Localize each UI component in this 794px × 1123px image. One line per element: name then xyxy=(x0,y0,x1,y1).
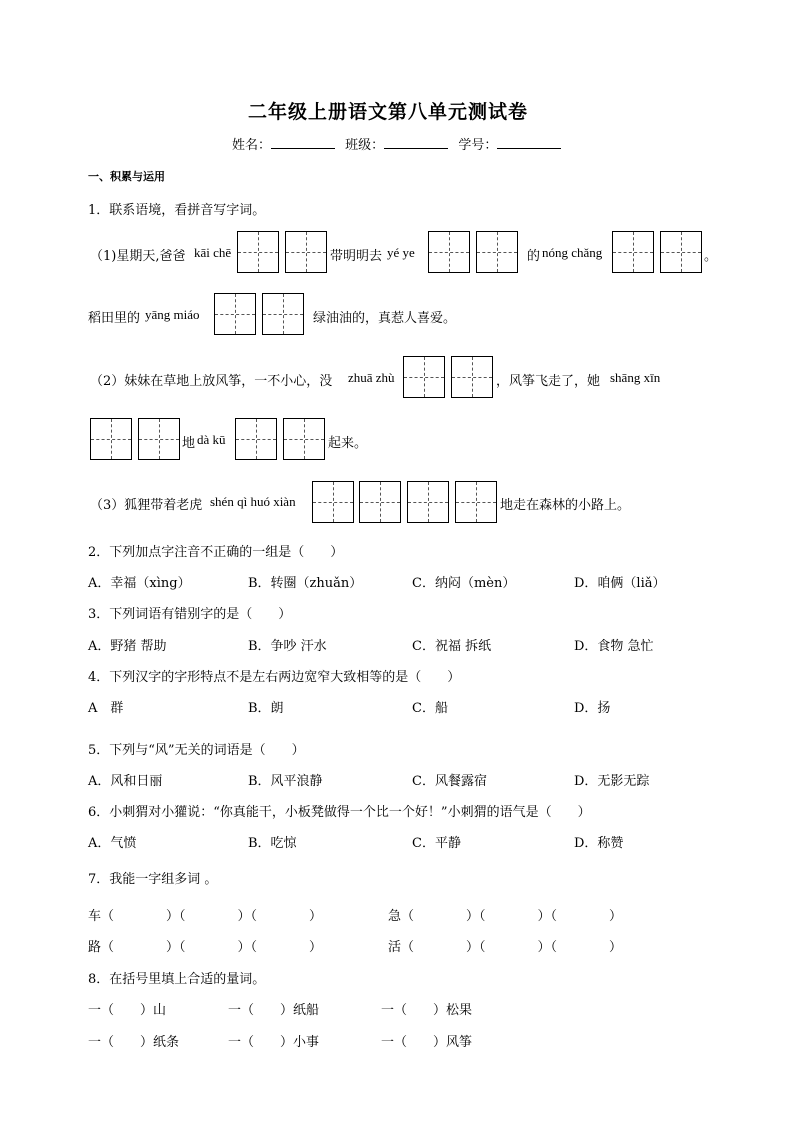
q1-s3-text-a: （3）狐狸带着老虎 xyxy=(90,498,203,513)
writing-grid-cell[interactable] xyxy=(476,231,518,273)
q3-option-a[interactable]: A．野猪 帮助 xyxy=(88,639,167,654)
q8-item[interactable]: 一（ ）山 xyxy=(88,1003,167,1018)
student-id-label: 学号： xyxy=(458,138,498,153)
writing-grid-cell[interactable] xyxy=(612,231,654,273)
q7-row-2-right[interactable]: 活（ ）（ ）（ ） xyxy=(388,940,623,955)
q1-s2-text-a: （2）妹妹在草地上放风筝，一不小心，没 xyxy=(90,374,333,389)
question-5-stem: 5．下列与“风”无关的词语是（ ） xyxy=(88,743,305,758)
question-6-stem: 6．小刺猬对小獾说：“你真能干，小板凳做得一个比一个好！”小刺猬的语气是（ ） xyxy=(88,805,591,820)
writing-grid-cell[interactable] xyxy=(283,418,325,460)
q4-option-a[interactable]: A 群 xyxy=(88,701,124,716)
writing-grid-cell[interactable] xyxy=(403,356,445,398)
q4-option-d[interactable]: D．扬 xyxy=(574,701,611,716)
question-3-stem: 3．下列词语有错别字的是（ ） xyxy=(88,607,292,622)
question-2-stem: 2．下列加点字注音不正确的一组是（ ） xyxy=(88,545,344,560)
q1-s2-pinyin-2: shāng xīn xyxy=(610,370,661,385)
q1-s3-text-b: 地走在森林的小路上。 xyxy=(500,498,631,513)
q7-row-1-right[interactable]: 急（ ）（ ）（ ） xyxy=(388,909,623,924)
q1-s1-pinyin-2: yé ye xyxy=(387,245,415,260)
writing-grid-cell[interactable] xyxy=(428,231,470,273)
page-title: 二年级上册语文第八单元测试卷 xyxy=(248,101,529,123)
writing-grid-cell[interactable] xyxy=(451,356,493,398)
q6-option-d[interactable]: D．称赞 xyxy=(574,836,624,851)
question-7-stem: 7．我能一字组多词 。 xyxy=(88,872,218,887)
q8-item[interactable]: 一（ ）风筝 xyxy=(381,1035,473,1050)
q6-option-a[interactable]: A．气愤 xyxy=(88,836,137,851)
q5-option-a[interactable]: A．风和日丽 xyxy=(88,774,163,789)
writing-grid-cell[interactable] xyxy=(90,418,132,460)
name-label: 姓名： xyxy=(232,138,272,153)
q1-s2-pinyin-1: zhuā zhù xyxy=(348,370,395,385)
writing-grid-cell[interactable] xyxy=(312,481,354,523)
class-label: 班级： xyxy=(345,138,385,153)
q5-option-d[interactable]: D．无影无踪 xyxy=(574,774,650,789)
writing-grid-cell[interactable] xyxy=(214,293,256,335)
q5-option-b[interactable]: B．风平浪静 xyxy=(248,774,323,789)
question-4-stem: 4．下列汉字的字形特点不是左右两边宽窄大致相等的是（ ） xyxy=(88,670,461,685)
writing-grid-cell[interactable] xyxy=(660,231,702,273)
q5-option-c[interactable]: C．风餐露宿 xyxy=(412,774,487,789)
writing-grid-cell[interactable] xyxy=(235,418,277,460)
q1-s1-text-f: 绿油油的，真惹人喜爱。 xyxy=(313,311,457,326)
q1-s1-text-e: 稻田里的 xyxy=(88,311,141,326)
q1-s1-text-b: 带明明去 xyxy=(330,249,383,264)
student-id-blank[interactable] xyxy=(497,136,561,149)
q1-s1-pinyin-3: nóng chǎng xyxy=(542,245,603,260)
q8-item[interactable]: 一（ ）纸船 xyxy=(228,1003,320,1018)
q4-option-c[interactable]: C．船 xyxy=(412,701,448,716)
writing-grid-cell[interactable] xyxy=(455,481,497,523)
q7-row-2-left[interactable]: 路（ ）（ ）（ ） xyxy=(88,940,323,955)
student-info-line xyxy=(232,134,561,153)
q3-option-b[interactable]: B．争吵 汗水 xyxy=(248,639,327,654)
q8-item[interactable]: 一（ ）小事 xyxy=(228,1035,320,1050)
q6-option-b[interactable]: B．吃惊 xyxy=(248,836,297,851)
q2-option-b[interactable]: B．转圈（zhuǎn） xyxy=(248,576,363,591)
q3-option-c[interactable]: C．祝福 拆纸 xyxy=(412,639,492,654)
q1-s2-text-c: 地 xyxy=(182,436,196,451)
name-blank[interactable] xyxy=(271,136,335,149)
q4-option-b[interactable]: B．朗 xyxy=(248,701,284,716)
q1-s1-pinyin-1: kāi chē xyxy=(194,245,232,260)
q6-option-c[interactable]: C．平静 xyxy=(412,836,461,851)
writing-grid-cell[interactable] xyxy=(285,231,327,273)
q1-s2-text-d: 起来。 xyxy=(328,436,368,451)
writing-grid-cell[interactable] xyxy=(138,418,180,460)
q8-item[interactable]: 一（ ）纸条 xyxy=(88,1035,180,1050)
q1-s1-text-d: 。 xyxy=(704,249,718,264)
q1-s1-text-c: 的 xyxy=(527,249,541,264)
question-8-stem: 8．在括号里填上合适的量词。 xyxy=(88,972,266,987)
writing-grid-cell[interactable] xyxy=(359,481,401,523)
writing-grid-cell[interactable] xyxy=(407,481,449,523)
q8-item[interactable]: 一（ ）松果 xyxy=(381,1003,473,1018)
q2-option-a[interactable]: A．幸福（xìng） xyxy=(88,576,191,591)
class-blank[interactable] xyxy=(384,136,448,149)
q1-s3-pinyin-1: shén qì huó xiàn xyxy=(210,494,296,509)
q3-option-d[interactable]: D．食物 急忙 xyxy=(574,639,654,654)
q1-s2-text-b: ，风筝飞走了，她 xyxy=(496,374,601,389)
writing-grid-cell[interactable] xyxy=(262,293,304,335)
q1-s2-pinyin-3: dà kū xyxy=(197,432,226,447)
q1-s1-pinyin-4: yāng miáo xyxy=(145,307,200,322)
question-1-stem: 1．联系语境，看拼音写字词。 xyxy=(88,203,266,218)
q1-s1-text-a: （1)星期天,爸爸 xyxy=(90,249,186,264)
q7-row-1-left[interactable]: 车（ ）（ ）（ ） xyxy=(88,909,323,924)
q2-option-d[interactable]: D．咱俩（liǎ） xyxy=(574,576,666,591)
q2-option-c[interactable]: C．纳闷（mèn） xyxy=(412,576,516,591)
section-heading: 一、积累与运用 xyxy=(88,170,165,183)
writing-grid-cell[interactable] xyxy=(237,231,279,273)
